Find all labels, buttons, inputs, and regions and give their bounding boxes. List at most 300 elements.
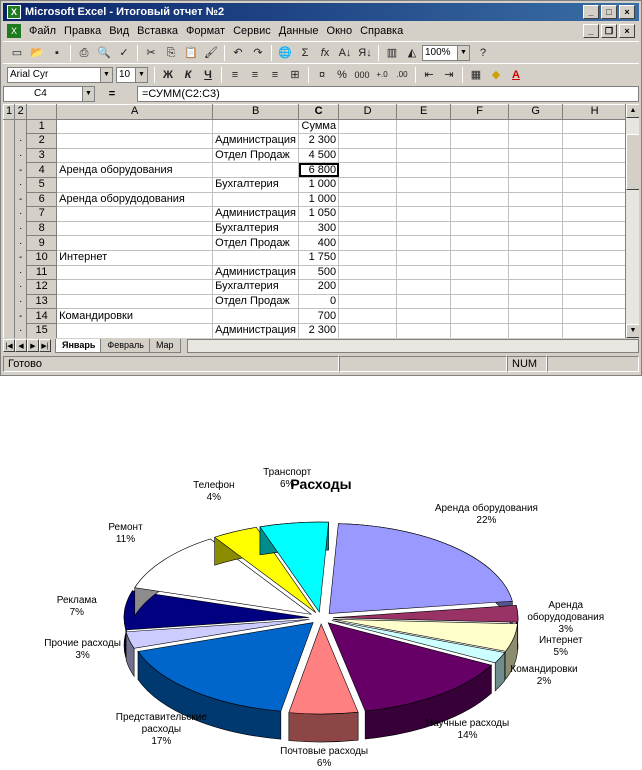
menu-data[interactable]: Данные bbox=[278, 25, 319, 37]
cell-a[interactable] bbox=[57, 280, 213, 295]
cell-c[interactable]: 2 300 bbox=[299, 323, 339, 338]
row-header[interactable]: 14 bbox=[27, 309, 57, 324]
cell-c[interactable]: 1 050 bbox=[299, 207, 339, 222]
pie-label-percent: 3% bbox=[558, 623, 573, 635]
outline-bracket[interactable] bbox=[4, 309, 15, 324]
row-header[interactable]: 2 bbox=[27, 134, 57, 149]
cell-empty[interactable] bbox=[563, 192, 627, 207]
cell-c[interactable]: Сумма bbox=[299, 119, 339, 134]
menu-format[interactable]: Формат bbox=[186, 25, 226, 37]
table-row bbox=[4, 134, 627, 149]
close-button[interactable]: × bbox=[619, 5, 635, 19]
scroll-up-icon[interactable]: ▲ bbox=[626, 104, 639, 118]
outline-marker[interactable]: · bbox=[15, 323, 27, 338]
cell-empty[interactable] bbox=[563, 207, 627, 222]
select-all-corner[interactable] bbox=[27, 105, 57, 120]
row-header[interactable]: 6 bbox=[27, 192, 57, 207]
cell-a[interactable] bbox=[57, 323, 213, 338]
cell-a[interactable] bbox=[57, 207, 213, 222]
row-header[interactable]: 5 bbox=[27, 177, 57, 192]
cell-b[interactable]: Отдел Продаж bbox=[213, 294, 299, 309]
cell-b[interactable]: Бухгалтерия bbox=[213, 221, 299, 236]
cell-empty[interactable] bbox=[509, 148, 563, 163]
print-icon[interactable]: ⎙ bbox=[79, 46, 89, 59]
cell-a[interactable]: Аренда оборудования bbox=[57, 163, 213, 178]
undo-icon[interactable]: ↶ bbox=[233, 46, 243, 59]
cell-empty[interactable] bbox=[339, 119, 397, 134]
outline-marker[interactable]: - bbox=[15, 250, 27, 265]
paste-icon[interactable]: 📋 bbox=[184, 46, 198, 59]
row-header[interactable]: 9 bbox=[27, 236, 57, 251]
cell-empty[interactable] bbox=[397, 294, 451, 309]
next-sheet-icon[interactable]: ▶ bbox=[27, 339, 39, 352]
decrease-decimal-icon[interactable]: .00 bbox=[396, 69, 408, 79]
outline-bracket[interactable] bbox=[4, 280, 15, 295]
outline-bracket[interactable] bbox=[4, 177, 15, 192]
pie-label-percent: 6% bbox=[316, 757, 332, 769]
cell-empty[interactable] bbox=[339, 250, 397, 265]
separator bbox=[415, 67, 416, 83]
align-right-icon[interactable]: ≡ bbox=[271, 68, 279, 81]
menu-insert[interactable]: Вставка bbox=[137, 25, 179, 37]
doc-restore-button[interactable]: ❐ bbox=[601, 24, 617, 38]
cell-b[interactable]: Администрация bbox=[213, 134, 299, 149]
menu-window[interactable]: Окно bbox=[326, 25, 353, 37]
outline-marker[interactable]: · bbox=[15, 280, 27, 295]
maximize-button[interactable]: □ bbox=[601, 5, 617, 19]
outline-marker[interactable]: · bbox=[15, 221, 27, 236]
cell-b[interactable]: Администрация bbox=[213, 207, 299, 222]
doc-close-button[interactable]: × bbox=[619, 24, 635, 38]
pie-label bbox=[71, 522, 181, 546]
cell-a[interactable]: Интернет bbox=[57, 250, 213, 265]
cell-b[interactable]: Бухгалтерия bbox=[213, 177, 299, 192]
cell-empty[interactable] bbox=[509, 309, 563, 324]
cell-c[interactable]: 1 000 bbox=[299, 192, 339, 207]
cell-empty[interactable] bbox=[397, 309, 451, 324]
row-header[interactable]: 15 bbox=[27, 323, 57, 338]
vertical-scrollbar[interactable] bbox=[625, 104, 639, 338]
font-select[interactable] bbox=[7, 67, 113, 83]
thousands-button[interactable]: 000 bbox=[354, 69, 370, 80]
sheet-tabs-bar bbox=[3, 338, 639, 353]
row-header[interactable]: 1 bbox=[27, 119, 57, 134]
cell-c[interactable]: 300 bbox=[299, 221, 339, 236]
horizontal-scrollbar[interactable] bbox=[187, 339, 639, 353]
cell-empty[interactable] bbox=[509, 163, 563, 178]
drawing-icon[interactable]: ◭ bbox=[407, 46, 417, 59]
pie-label bbox=[28, 638, 138, 662]
outline-bracket[interactable] bbox=[4, 236, 15, 251]
open-icon[interactable]: 📂 bbox=[30, 46, 44, 59]
row-header[interactable]: 7 bbox=[27, 207, 57, 222]
outline-marker[interactable] bbox=[15, 119, 27, 134]
col-header-g[interactable]: G bbox=[509, 105, 563, 120]
merge-center-icon[interactable]: ⊞ bbox=[290, 68, 300, 81]
increase-decimal-icon[interactable]: +.0 bbox=[376, 69, 388, 79]
cell-empty[interactable] bbox=[509, 280, 563, 295]
cell-empty[interactable] bbox=[397, 265, 451, 280]
cell-a[interactable] bbox=[57, 148, 213, 163]
outline-marker[interactable]: - bbox=[15, 309, 27, 324]
cell-empty[interactable] bbox=[339, 177, 397, 192]
decrease-indent-icon[interactable]: ⇤ bbox=[424, 68, 434, 81]
pie-slice-side bbox=[289, 712, 358, 742]
doc-minimize-button[interactable]: _ bbox=[583, 24, 599, 38]
outline-level-2[interactable]: 2 bbox=[15, 105, 27, 120]
outline-bracket[interactable] bbox=[4, 148, 15, 163]
outline-bracket[interactable] bbox=[4, 265, 15, 280]
underline-button[interactable]: Ч bbox=[204, 68, 212, 81]
pie-label-text: Аренда оборудодования bbox=[527, 599, 605, 623]
cell-empty[interactable] bbox=[339, 309, 397, 324]
row-header[interactable]: 13 bbox=[27, 294, 57, 309]
cell-empty[interactable] bbox=[451, 250, 509, 265]
pie-label-percent: 14% bbox=[457, 730, 478, 742]
outline-marker[interactable]: · bbox=[15, 207, 27, 222]
cell-b[interactable]: Отдел Продаж bbox=[213, 236, 299, 251]
align-left-icon[interactable]: ≡ bbox=[231, 68, 239, 81]
cell-empty[interactable] bbox=[451, 323, 509, 338]
menu-view[interactable]: Вид bbox=[109, 25, 130, 37]
cell-empty[interactable] bbox=[339, 134, 397, 149]
outline-bracket[interactable] bbox=[4, 134, 15, 149]
cell-a[interactable]: Аренда оборудодования bbox=[57, 192, 213, 207]
cell-empty[interactable] bbox=[339, 148, 397, 163]
cell-c[interactable]: 4 500 bbox=[299, 148, 339, 163]
outline-marker[interactable]: · bbox=[15, 236, 27, 251]
sort-descending-icon[interactable]: Я↓ bbox=[358, 46, 372, 59]
cell-empty[interactable] bbox=[563, 309, 627, 324]
status-text: Готово bbox=[3, 356, 339, 372]
outline-marker[interactable]: · bbox=[15, 134, 27, 149]
cell-empty[interactable] bbox=[509, 134, 563, 149]
pie-label-percent: 6% bbox=[279, 479, 295, 491]
cell-empty[interactable] bbox=[451, 163, 509, 178]
cell-empty[interactable] bbox=[397, 207, 451, 222]
outline-marker[interactable]: · bbox=[15, 177, 27, 192]
font-color-icon[interactable]: A bbox=[512, 68, 520, 81]
cell-c[interactable]: 200 bbox=[299, 280, 339, 295]
pie-label bbox=[431, 503, 541, 527]
format-painter-icon[interactable]: 🖌 bbox=[204, 46, 218, 59]
cut-icon[interactable]: ✂ bbox=[146, 46, 156, 59]
cell-c[interactable]: 700 bbox=[299, 309, 339, 324]
cell-empty[interactable] bbox=[509, 294, 563, 309]
cell-empty[interactable] bbox=[563, 280, 627, 295]
cell-empty[interactable] bbox=[563, 221, 627, 236]
cell-empty[interactable] bbox=[451, 280, 509, 295]
cell-empty[interactable] bbox=[509, 192, 563, 207]
cell-empty[interactable] bbox=[339, 280, 397, 295]
cell-empty[interactable] bbox=[563, 265, 627, 280]
cell-empty[interactable] bbox=[563, 163, 627, 178]
cell-empty[interactable] bbox=[451, 207, 509, 222]
status-panel-right bbox=[547, 356, 639, 372]
num-lock-indicator: NUM bbox=[507, 356, 547, 372]
font-size-select[interactable] bbox=[116, 67, 148, 83]
pie-label bbox=[506, 635, 616, 659]
increase-indent-icon[interactable]: ⇥ bbox=[444, 68, 454, 81]
outline-marker[interactable]: · bbox=[15, 265, 27, 280]
prev-sheet-icon[interactable]: ◀ bbox=[15, 339, 27, 352]
col-header-h[interactable]: H bbox=[563, 105, 627, 120]
cell-a[interactable] bbox=[57, 236, 213, 251]
italic-button[interactable]: К bbox=[184, 68, 192, 81]
cell-b[interactable] bbox=[213, 192, 299, 207]
chart-wizard-icon[interactable]: ▥ bbox=[386, 46, 398, 59]
formatting-toolbar bbox=[3, 63, 639, 85]
separator bbox=[137, 45, 138, 61]
cell-empty[interactable] bbox=[339, 323, 397, 338]
table-row bbox=[4, 236, 627, 251]
cell-empty[interactable] bbox=[339, 163, 397, 178]
outline-marker[interactable]: - bbox=[15, 163, 27, 178]
cell-empty[interactable] bbox=[451, 309, 509, 324]
cell-empty[interactable] bbox=[563, 294, 627, 309]
row-header[interactable]: 12 bbox=[27, 280, 57, 295]
menu-tools[interactable]: Сервис bbox=[233, 25, 271, 37]
cell-empty[interactable] bbox=[397, 148, 451, 163]
print-preview-icon[interactable]: 🔍 bbox=[97, 46, 111, 59]
menu-edit[interactable]: Правка bbox=[64, 25, 102, 37]
col-header-e[interactable]: E bbox=[397, 105, 451, 120]
minimize-button[interactable]: _ bbox=[583, 5, 599, 19]
cell-empty[interactable] bbox=[339, 221, 397, 236]
pie-label bbox=[489, 664, 599, 688]
table-row bbox=[4, 192, 627, 207]
hyperlink-icon[interactable]: 🌐 bbox=[278, 46, 292, 59]
col-header-b[interactable]: B bbox=[213, 105, 299, 120]
pie-slice[interactable] bbox=[329, 524, 512, 614]
table-row bbox=[4, 207, 627, 222]
formula-bar bbox=[3, 85, 639, 103]
cell-empty[interactable] bbox=[397, 323, 451, 338]
cell-empty[interactable] bbox=[397, 119, 451, 134]
fill-color-icon[interactable]: ◆ bbox=[491, 68, 501, 81]
col-header-d[interactable]: D bbox=[339, 105, 397, 120]
pie-label-percent: 11% bbox=[115, 533, 136, 545]
cell-empty[interactable] bbox=[563, 236, 627, 251]
separator bbox=[221, 67, 222, 83]
separator bbox=[224, 45, 225, 61]
cell-empty[interactable] bbox=[339, 294, 397, 309]
cell-empty[interactable] bbox=[451, 177, 509, 192]
table-row bbox=[4, 265, 627, 280]
cell-empty[interactable] bbox=[451, 192, 509, 207]
percent-button[interactable]: % bbox=[337, 68, 347, 81]
cell-empty[interactable] bbox=[397, 192, 451, 207]
row-header[interactable]: 8 bbox=[27, 221, 57, 236]
pie-label-text: Командировки bbox=[510, 663, 578, 675]
excel-window bbox=[0, 0, 642, 376]
cell-a[interactable] bbox=[57, 134, 213, 149]
cell-empty[interactable] bbox=[397, 134, 451, 149]
cell-empty[interactable] bbox=[509, 236, 563, 251]
sheet-tab-march[interactable]: Мар bbox=[149, 339, 181, 353]
pie-label-text: Аренда оборудования bbox=[434, 502, 538, 514]
cell-empty[interactable] bbox=[509, 119, 563, 134]
outline-bracket[interactable] bbox=[4, 119, 15, 134]
cell-empty[interactable] bbox=[509, 250, 563, 265]
cell-empty[interactable] bbox=[451, 134, 509, 149]
table-row bbox=[4, 177, 627, 192]
save-icon[interactable]: ▪ bbox=[55, 46, 59, 59]
cell-c[interactable]: 1 750 bbox=[299, 250, 339, 265]
cell-empty[interactable] bbox=[563, 177, 627, 192]
pie-label-percent: 3% bbox=[75, 650, 90, 662]
formula-equals[interactable]: = bbox=[108, 88, 116, 100]
col-header-a[interactable]: A bbox=[57, 105, 213, 120]
col-header-f[interactable]: F bbox=[451, 105, 509, 120]
cell-empty[interactable] bbox=[397, 177, 451, 192]
col-header-c[interactable]: C bbox=[299, 105, 339, 120]
sort-ascending-icon[interactable]: A↓ bbox=[338, 46, 352, 59]
cell-empty[interactable] bbox=[509, 177, 563, 192]
cell-empty[interactable] bbox=[509, 207, 563, 222]
cell-b[interactable] bbox=[213, 309, 299, 324]
title-bar bbox=[3, 3, 639, 21]
outline-level-1[interactable]: 1 bbox=[4, 105, 15, 120]
cell-b[interactable]: Администрация bbox=[213, 265, 299, 280]
outline-bracket[interactable] bbox=[4, 323, 15, 338]
outline-bracket[interactable] bbox=[4, 192, 15, 207]
outline-bracket[interactable] bbox=[4, 221, 15, 236]
bold-button[interactable]: Ж bbox=[163, 68, 173, 81]
chevron-down-icon[interactable]: ▼ bbox=[457, 46, 469, 60]
sheet-tab-february[interactable]: Февраль bbox=[100, 339, 151, 353]
help-icon[interactable]: ? bbox=[479, 46, 487, 59]
cell-c[interactable]: 500 bbox=[299, 265, 339, 280]
pie-label-text: Телефон bbox=[193, 480, 235, 492]
row-header[interactable]: 3 bbox=[27, 148, 57, 163]
cell-c[interactable]: 400 bbox=[299, 236, 339, 251]
chevron-down-icon[interactable]: ▼ bbox=[82, 87, 94, 101]
function-icon[interactable]: fx bbox=[320, 46, 330, 59]
cell-empty[interactable] bbox=[451, 265, 509, 280]
cell-a[interactable] bbox=[57, 177, 213, 192]
menu-help[interactable]: Справка bbox=[360, 25, 404, 37]
copy-icon[interactable]: ⎘ bbox=[166, 46, 176, 59]
cell-empty[interactable] bbox=[339, 265, 397, 280]
pie-label-text: Интернет bbox=[538, 634, 583, 646]
scroll-thumb[interactable] bbox=[626, 134, 639, 190]
redo-icon[interactable]: ↷ bbox=[253, 46, 263, 59]
align-center-icon[interactable]: ≡ bbox=[251, 68, 259, 81]
cell-a[interactable]: Командировки bbox=[57, 309, 213, 324]
menu-file[interactable]: Файл bbox=[29, 25, 57, 37]
cell-empty[interactable] bbox=[397, 163, 451, 178]
cell-empty[interactable] bbox=[397, 236, 451, 251]
pie-label-text: Прочие расходы bbox=[44, 638, 121, 650]
cell-b[interactable]: Администрация bbox=[213, 323, 299, 338]
cell-empty[interactable] bbox=[509, 221, 563, 236]
cell-empty[interactable] bbox=[451, 119, 509, 134]
cell-empty[interactable] bbox=[451, 236, 509, 251]
cell-empty[interactable] bbox=[451, 148, 509, 163]
separator bbox=[378, 45, 379, 61]
row-header[interactable]: 11 bbox=[27, 265, 57, 280]
pie-label bbox=[106, 712, 216, 748]
excel-app-icon[interactable]: X bbox=[7, 5, 21, 19]
cell-empty[interactable] bbox=[397, 280, 451, 295]
outline-marker[interactable]: · bbox=[15, 148, 27, 163]
cell-empty[interactable] bbox=[563, 134, 627, 149]
outline-marker[interactable]: · bbox=[15, 294, 27, 309]
cell-empty[interactable] bbox=[509, 265, 563, 280]
scroll-down-icon[interactable]: ▼ bbox=[626, 324, 639, 338]
cell-c[interactable]: 2 300 bbox=[299, 134, 339, 149]
cell-c[interactable]: 0 bbox=[299, 294, 339, 309]
outline-bracket[interactable] bbox=[4, 250, 15, 265]
cell-a[interactable] bbox=[57, 221, 213, 236]
cell-b[interactable]: Отдел Продаж bbox=[213, 148, 299, 163]
pie-label-text: Транспорт bbox=[263, 467, 312, 479]
window-title: Microsoft Excel - Итоговый отчет №2 bbox=[25, 6, 225, 18]
cell-empty[interactable] bbox=[339, 192, 397, 207]
cell-c[interactable]: 6 800 bbox=[299, 163, 339, 178]
cell-empty[interactable] bbox=[339, 207, 397, 222]
cell-b[interactable] bbox=[213, 163, 299, 178]
row-header[interactable]: 4 bbox=[27, 163, 57, 178]
outline-bracket[interactable] bbox=[4, 294, 15, 309]
pie-label-text: Реклама bbox=[56, 594, 97, 606]
cell-empty[interactable] bbox=[563, 250, 627, 265]
pie-label bbox=[22, 595, 132, 619]
sheet-tab-january[interactable]: Январь bbox=[55, 339, 102, 353]
outline-bracket[interactable] bbox=[4, 163, 15, 178]
font-value: Arial Cyr bbox=[10, 68, 49, 80]
table-row bbox=[4, 294, 627, 309]
new-file-icon[interactable]: ▭ bbox=[11, 46, 23, 59]
cell-empty[interactable] bbox=[509, 323, 563, 338]
formula-input[interactable]: =СУММ(C2:C3) bbox=[137, 86, 639, 102]
cell-empty[interactable] bbox=[397, 221, 451, 236]
cell-empty[interactable] bbox=[339, 236, 397, 251]
autosum-icon[interactable]: Σ bbox=[301, 46, 309, 59]
cell-empty[interactable] bbox=[563, 323, 627, 338]
cell-b[interactable]: Бухгалтерия bbox=[213, 280, 299, 295]
outline-marker[interactable]: - bbox=[15, 192, 27, 207]
first-sheet-icon[interactable]: |◀ bbox=[3, 339, 15, 352]
cell-a[interactable] bbox=[57, 265, 213, 280]
last-sheet-icon[interactable]: ▶| bbox=[39, 339, 51, 352]
zoom-select[interactable] bbox=[422, 45, 470, 61]
cell-empty[interactable] bbox=[563, 148, 627, 163]
name-box[interactable] bbox=[3, 86, 95, 102]
outline-bracket[interactable] bbox=[4, 207, 15, 222]
currency-icon[interactable]: ¤ bbox=[318, 68, 326, 81]
chevron-down-icon[interactable]: ▼ bbox=[135, 68, 147, 82]
cell-empty[interactable] bbox=[563, 119, 627, 134]
chevron-down-icon[interactable]: ▼ bbox=[100, 68, 112, 82]
cell-b[interactable] bbox=[213, 119, 299, 134]
cell-c[interactable]: 1 000 bbox=[299, 177, 339, 192]
menu-bar bbox=[3, 22, 639, 40]
document-icon[interactable]: X bbox=[7, 24, 21, 38]
row-header[interactable]: 10 bbox=[27, 250, 57, 265]
cell-empty[interactable] bbox=[451, 294, 509, 309]
cell-a[interactable] bbox=[57, 294, 213, 309]
spelling-icon[interactable]: ✓ bbox=[119, 46, 129, 59]
borders-icon[interactable]: ▦ bbox=[470, 68, 482, 81]
cell-empty[interactable] bbox=[451, 221, 509, 236]
cell-a[interactable] bbox=[57, 119, 213, 134]
cell-b[interactable] bbox=[213, 250, 299, 265]
table-row bbox=[4, 148, 627, 163]
cell-empty[interactable] bbox=[397, 250, 451, 265]
zoom-value: 100% bbox=[425, 46, 451, 58]
